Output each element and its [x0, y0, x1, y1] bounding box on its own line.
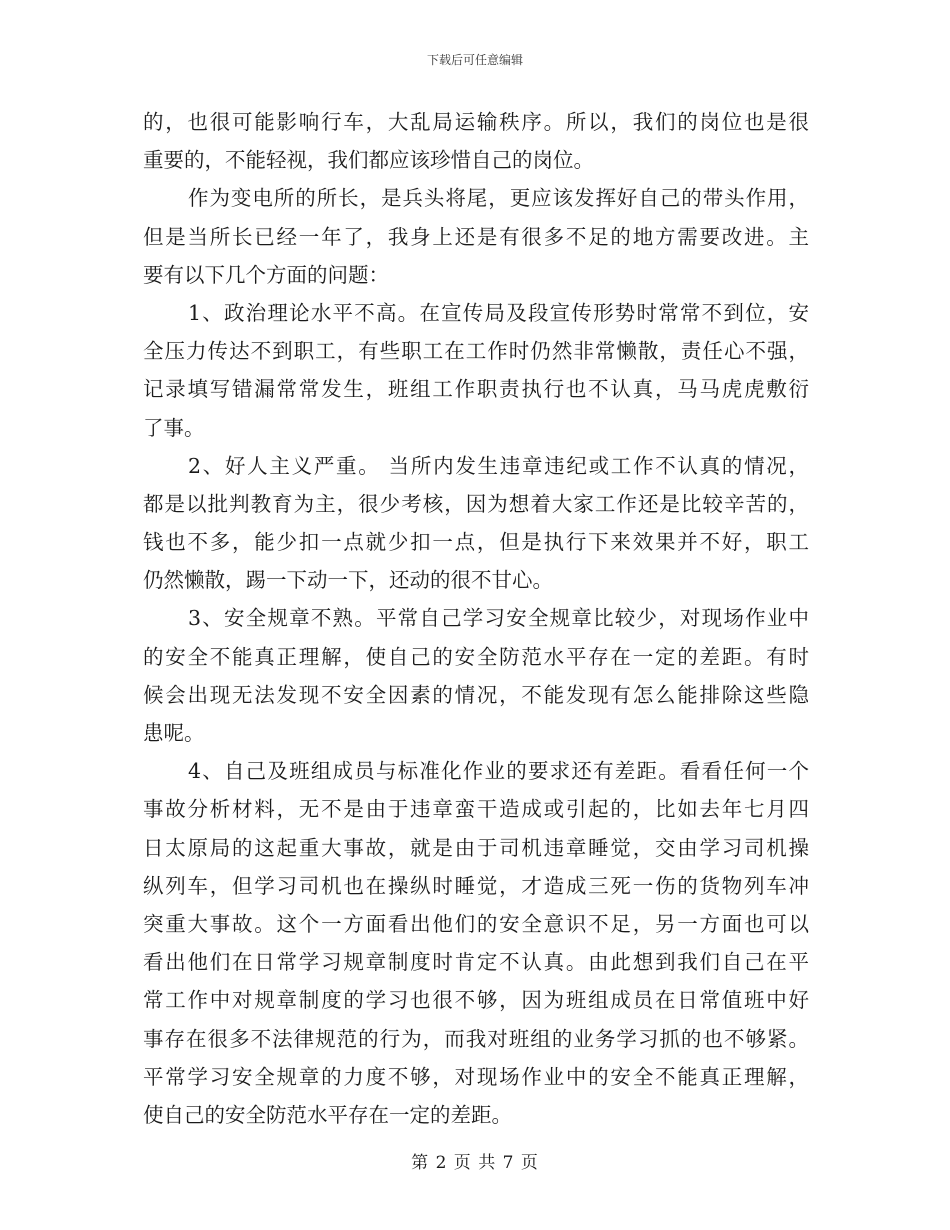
- body-text: [143, 103, 809, 1134]
- text-line: 看出他们在日常学习规章制度时肯定不认真。由此想到我们自己在平: [143, 950, 809, 975]
- page-number: 第 2 页 共 7 页: [411, 1153, 539, 1173]
- text-line: 使自己的安全防范水平存在一定的差距。: [143, 1102, 512, 1127]
- text-line: 记录填写错漏常常发生，班组工作职责执行也不认真，马马虎虎敷衍: [143, 377, 809, 402]
- text-line: 但是当所长已经一年了，我身上还是有很多不足的地方需要改进。主: [143, 224, 809, 249]
- text-line: 突重大事故。这个一方面看出他们的安全意识不足，另一方面也可以: [143, 911, 809, 936]
- text-line: 的安全不能真正理解，使自己的安全防范水平存在一定的差距。有时: [143, 644, 809, 669]
- text-line: 的，也很可能影响行车，大乱局运输秩序。所以，我们的岗位也是很: [143, 110, 809, 134]
- text-line: 2、好人主义严重。 当所内发生违章违纪或工作不认真的情况，: [188, 453, 809, 478]
- text-line: 作为变电所的所长，是兵头将尾，更应该发挥好自己的带头作用，: [188, 186, 809, 211]
- text-line: 事存在很多不法律规范的行为，而我对班组的业务学习抓的也不够紧。: [143, 1026, 809, 1051]
- text-line: 要有以下几个方面的问题：: [143, 262, 389, 287]
- text-line: 纵列车，但学习司机也在操纵时睡觉，才造成三死一伤的货物列车冲: [143, 873, 809, 898]
- text-line: 日太原局的这起重大事故，就是由于司机违章睡觉，交由学习司机操: [143, 835, 809, 860]
- text-line: 钱也不多，能少扣一点就少扣一点，但是执行下来效果并不好，职工: [143, 530, 809, 555]
- text-line: 1、政治理论水平不高。在宣传局及段宣传形势时常常不到位，安: [188, 300, 809, 325]
- text-line: 仍然懒散，踢一下动一下，还动的很不甘心。: [143, 568, 553, 593]
- header-note: 下载后可任意编辑: [426, 53, 523, 67]
- text-line: 4、自己及班组成员与标准化作业的要求还有差距。看看任何一个: [188, 759, 809, 784]
- text-line: 候会出现无法发现不安全因素的情况，不能发现有怎么能排除这些隐: [143, 682, 809, 707]
- text-line: 患呢。: [143, 721, 205, 745]
- text-line: 了事。: [143, 415, 205, 440]
- text-line: 重要的，不能轻视，我们都应该珍惜自己的岗位。: [143, 148, 594, 173]
- text-line: 事故分析材料，无不是由于违章蛮干造成或引起的，比如去年七月四: [143, 797, 809, 822]
- text-line: 3、安全规章不熟。平常自己学习安全规章比较少，对现场作业中: [188, 606, 809, 631]
- text-line: 全压力传达不到职工，有些职工在工作时仍然非常懒散，责任心不强，: [143, 339, 809, 364]
- text-line: 常工作中对规章制度的学习也很不够，因为班组成员在日常值班中好: [143, 988, 809, 1013]
- text-line: 都是以批判教育为主，很少考核，因为想着大家工作还是比较辛苦的，: [143, 491, 809, 516]
- text-line: 平常学习安全规章的力度不够，对现场作业中的安全不能真正理解，: [143, 1064, 809, 1089]
